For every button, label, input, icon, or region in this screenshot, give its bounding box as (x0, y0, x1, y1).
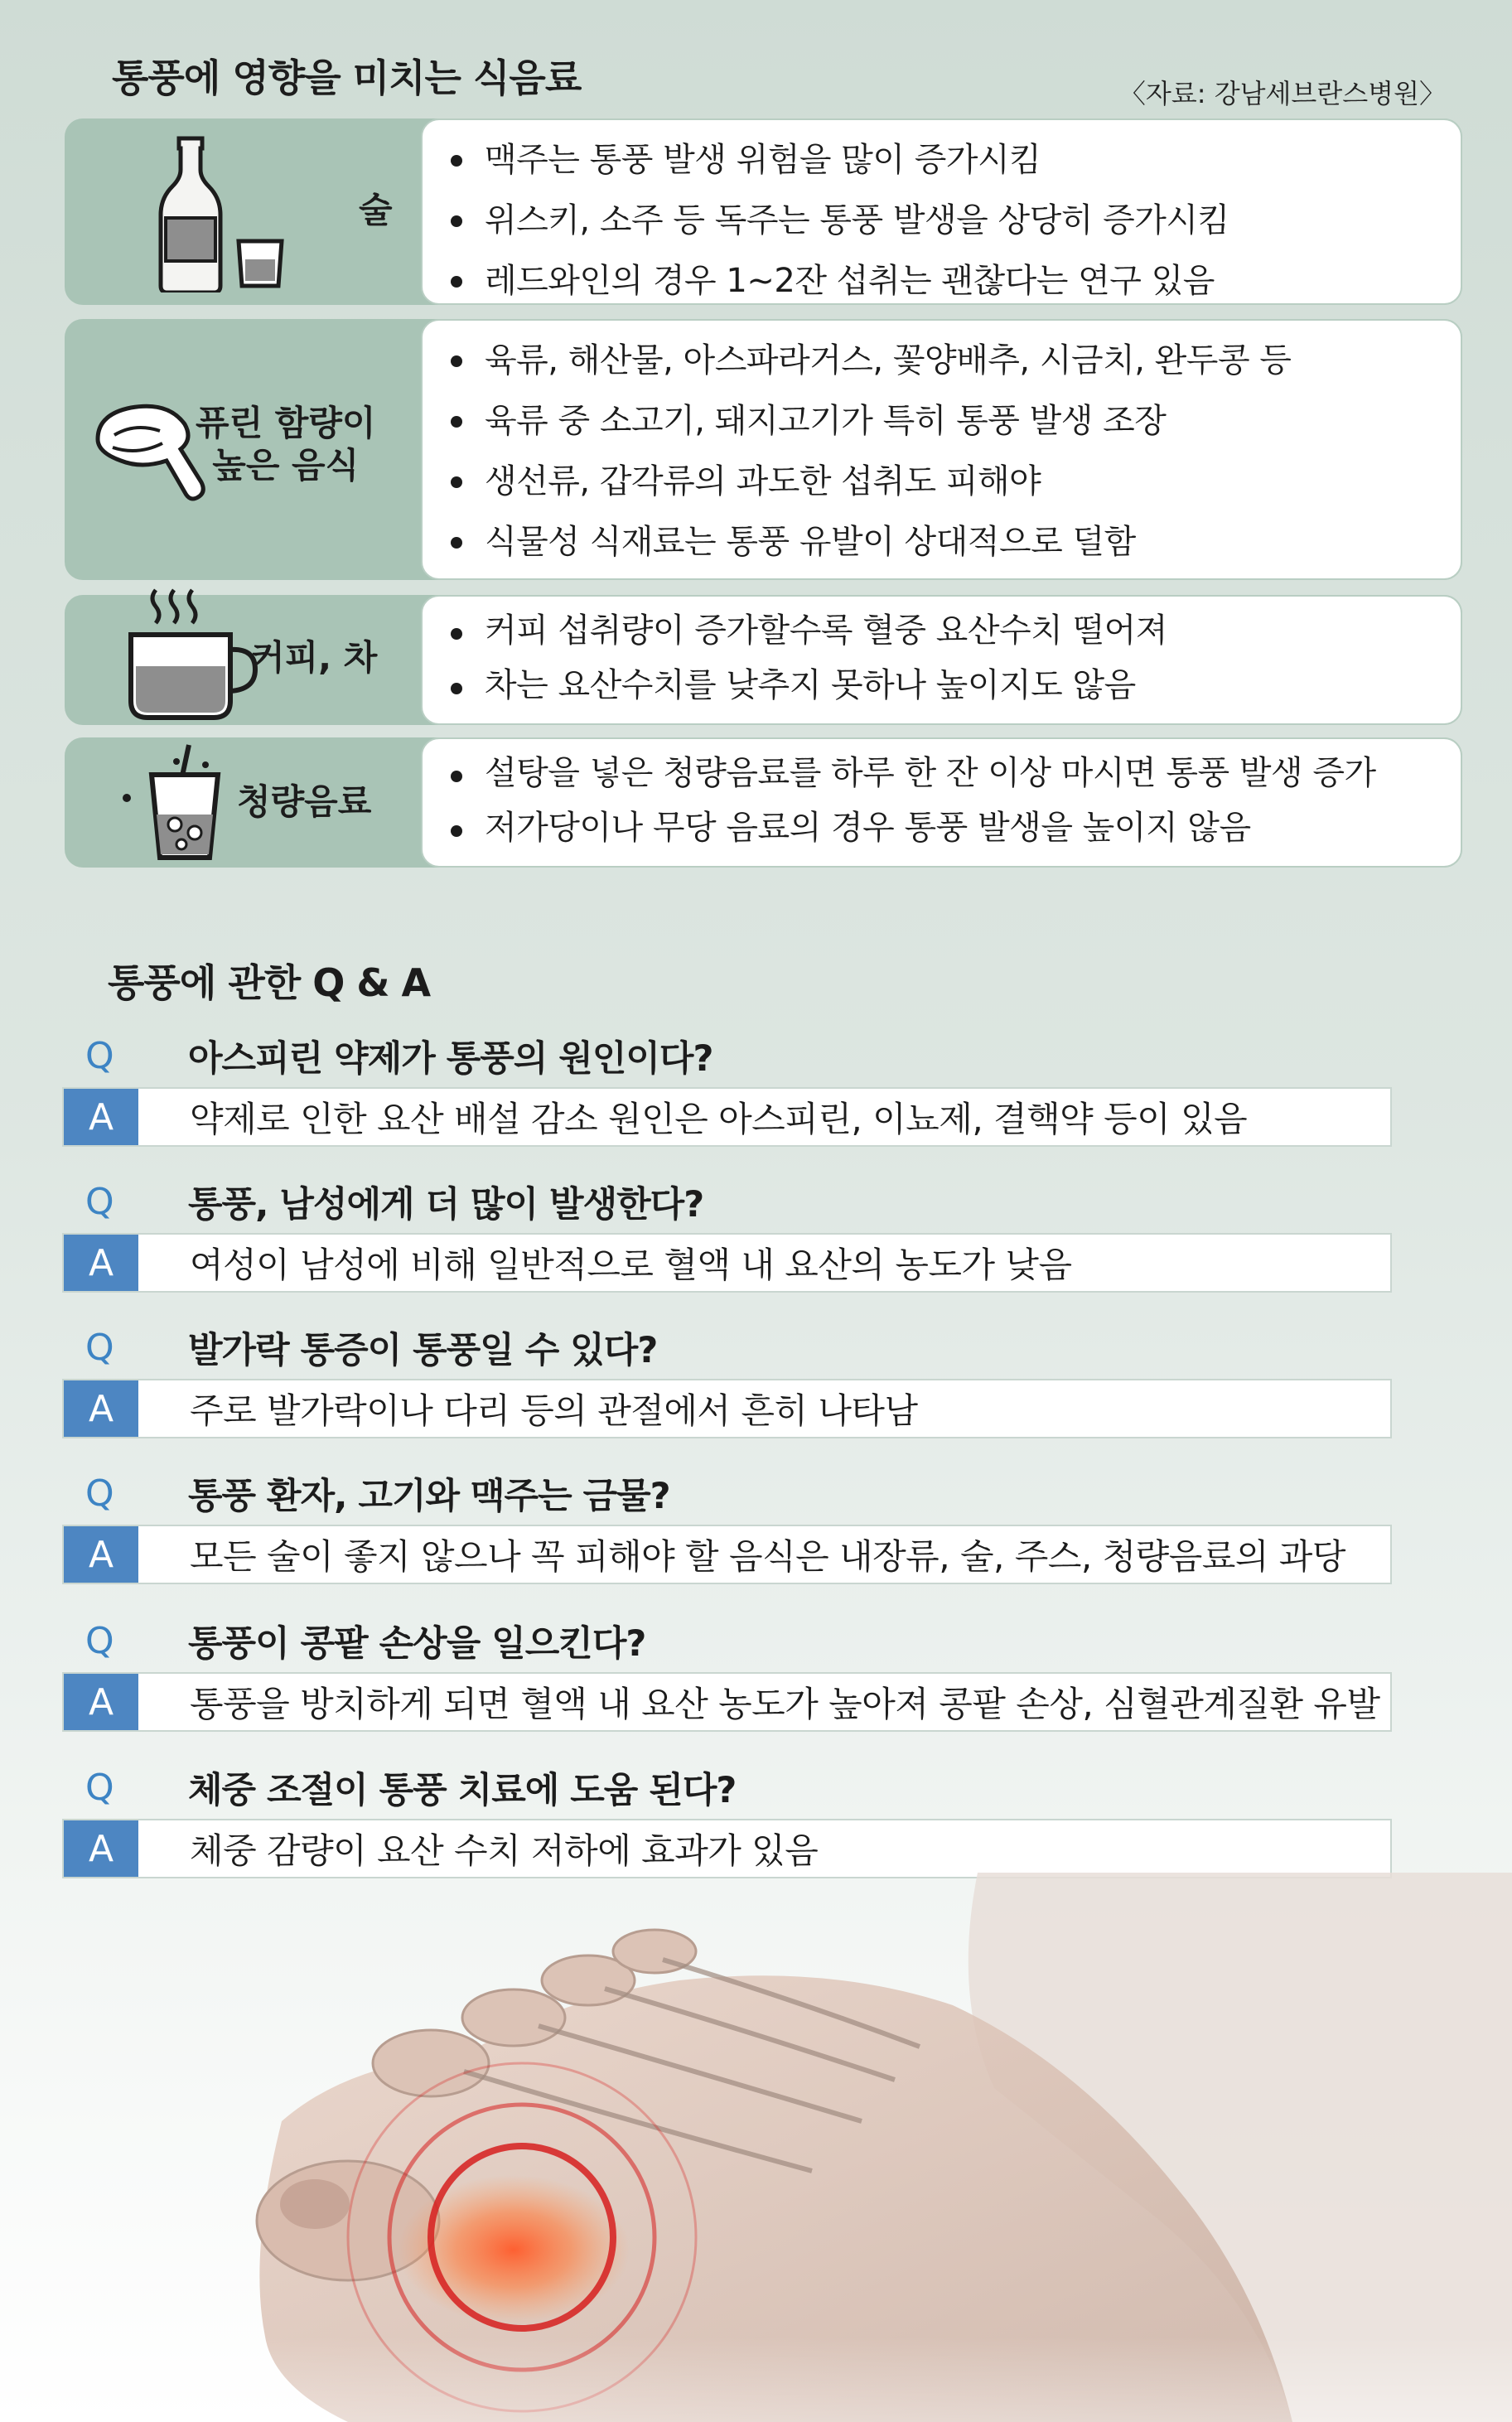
answer-row (62, 1819, 1392, 1878)
question-marker: Q (85, 1766, 114, 1809)
category-box-alcohol (421, 118, 1462, 305)
answer-row (62, 1233, 1392, 1293)
question-row (62, 1031, 1392, 1080)
question-marker: Q (85, 1472, 114, 1515)
answer-row (62, 1672, 1392, 1732)
question-text: 아스피린 약제가 통풍의 원인이다? (188, 1037, 713, 1080)
bullet-item: 식물성 식재료는 통풍 유발이 상대적으로 덜함 (447, 512, 1461, 573)
category-label-purine-text: 퓨린 함량이 높은 음식 (196, 403, 376, 486)
answer-text: 체중 감량이 요산 수치 저하에 효과가 있음 (190, 1830, 819, 1871)
question-row (62, 1468, 1392, 1518)
category-label-purine (196, 402, 375, 486)
question-text: 통풍이 콩팥 손상을 일으킨다? (188, 1622, 646, 1665)
answer-marker: A (64, 1089, 138, 1145)
category-label-soft-drink: 청량음료 (237, 781, 372, 822)
question-text: 체중 조절이 통풍 치료에 도움 된다? (188, 1769, 737, 1811)
source-note: 〈자료: 강남세브란스병원〉 (1118, 78, 1446, 109)
question-marker: Q (85, 1180, 114, 1223)
qa-section-title: 통풍에 관한 Q & A (108, 960, 431, 1005)
coffee-cup-icon (114, 583, 272, 724)
question-row (62, 1177, 1392, 1226)
answer-text: 약제로 인한 요산 배설 감소 원인은 아스피린, 이뇨제, 결핵약 등이 있음 (190, 1099, 1248, 1139)
bullet-item: 맥주는 통풍 발생 위험을 많이 증가시킴 (447, 130, 1461, 191)
category-box-soft-drink (421, 737, 1462, 868)
bullet-item: 저가당이나 무당 음료의 경우 통풍 발생을 높이지 않음 (447, 800, 1461, 855)
answer-marker: A (64, 1380, 138, 1437)
category-box-purine (421, 319, 1462, 580)
answer-text: 통풍을 방치하게 되면 혈액 내 요산 농도가 높아져 콩팥 손상, 심혈관계질환 유발 (190, 1684, 1380, 1724)
answer-text: 여성이 남성에 비해 일반적으로 혈액 내 요산의 농도가 낮음 (190, 1245, 1072, 1285)
page-title: 통풍에 영향을 미치는 식음료 (112, 56, 582, 100)
answer-marker: A (64, 1526, 138, 1583)
bullet-item: 커피 섭취량이 증가할수록 혈중 요산수치 떨어져 (447, 603, 1461, 658)
category-soft-drink (65, 737, 1462, 868)
category-purine (65, 319, 1462, 580)
bullet-item: 차는 요산수치를 낮추지 못하나 높이지도 않음 (447, 658, 1461, 713)
bullet-item: 생선류, 갑각류의 과도한 섭취도 피해야 (447, 452, 1461, 512)
qa-item (62, 1031, 1392, 1147)
liquor-bottle-icon (147, 135, 338, 292)
category-label-coffee-tea: 커피, 차 (251, 637, 378, 678)
answer-text: 모든 술이 좋지 않으나 꼭 피해야 할 음식은 내장류, 술, 주스, 청량음료의 과당 (190, 1536, 1345, 1577)
answer-marker: A (64, 1235, 138, 1291)
category-box-coffee-tea (421, 595, 1462, 725)
bullet-item: 육류 중 소고기, 돼지고기가 특히 통풍 발생 조장 (447, 391, 1461, 452)
category-alcohol (65, 118, 1462, 305)
question-row (62, 1762, 1392, 1812)
question-text: 통풍 환자, 고기와 맥주는 금물? (188, 1475, 670, 1517)
question-marker: Q (85, 1034, 114, 1077)
answer-row (62, 1525, 1392, 1584)
bullet-item: 위스키, 소주 등 독주는 통풍 발생을 상당히 증가시킴 (447, 191, 1461, 251)
qa-item (62, 1177, 1392, 1293)
foot-illustration (0, 1873, 1512, 2422)
qa-item (62, 1762, 1392, 1878)
answer-row (62, 1379, 1392, 1438)
question-row (62, 1322, 1392, 1372)
question-text: 발가락 통증이 통풍일 수 있다? (188, 1329, 658, 1371)
answer-text: 주로 발가락이나 다리 등의 관절에서 흔히 나타남 (190, 1390, 918, 1431)
qa-item (62, 1468, 1392, 1584)
question-text: 통풍, 남성에게 더 많이 발생한다? (188, 1183, 704, 1226)
answer-marker: A (64, 1820, 138, 1877)
qa-item (62, 1616, 1392, 1732)
answer-row (62, 1087, 1392, 1147)
bullet-item: 레드와인의 경우 1~2잔 섭취는 괜찮다는 연구 있음 (447, 251, 1461, 312)
question-row (62, 1616, 1392, 1665)
question-marker: Q (85, 1326, 114, 1369)
category-label-alcohol: 술 (359, 190, 393, 230)
qa-item (62, 1322, 1392, 1438)
bullet-item: 설탕을 넣은 청량음료를 하루 한 잔 이상 마시면 통풍 발생 증가 (447, 746, 1461, 800)
answer-marker: A (64, 1674, 138, 1730)
bullet-item: 육류, 해산물, 아스파라거스, 꽃양배추, 시금치, 완두콩 등 (447, 331, 1461, 391)
category-coffee-tea (65, 595, 1462, 725)
question-marker: Q (85, 1619, 114, 1662)
